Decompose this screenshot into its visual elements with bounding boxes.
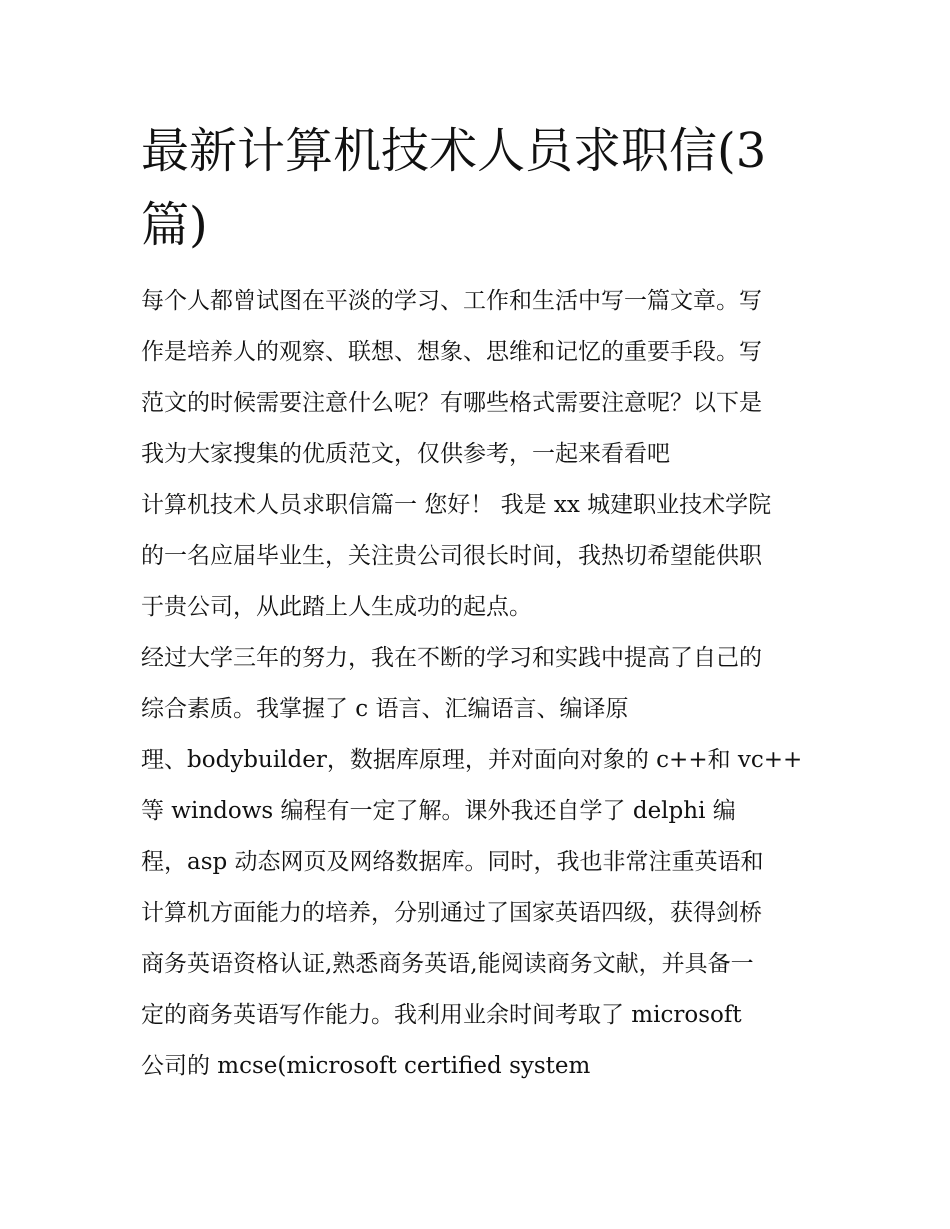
- body-line: 作是培养人的观察、联想、想象、思维和记忆的重要手段。写: [141, 339, 762, 365]
- body-line: 我为大家搜集的优质范文，仅供参考，一起来看看吧: [141, 441, 670, 467]
- body-line: 经过大学三年的努力，我在不断的学习和实践中提高了自己的: [141, 645, 762, 671]
- title-line-2: 篇): [141, 197, 208, 253]
- body-line: 范文的时候需要注意什么呢？有哪些格式需要注意呢？以下是: [141, 390, 762, 416]
- body-line: 的一名应届毕业生，关注贵公司很长时间，我热切希望能供职: [141, 543, 762, 569]
- body-text: [141, 276, 821, 1092]
- page-title: [141, 114, 821, 262]
- body-line: 综合素质。我掌握了 c 语言、汇编语言、编译原: [141, 696, 629, 722]
- body-line: 于贵公司，从此踏上人生成功的起点。: [141, 594, 532, 620]
- body-line: 定的商务英语写作能力。我利用业余时间考取了 microsoft: [141, 1002, 742, 1028]
- body-line: 商务英语资格认证,熟悉商务英语,能阅读商务文献，并具备一: [141, 951, 754, 977]
- body-line: 等 windows 编程有一定了解。课外我还自学了 delphi 编: [141, 798, 736, 824]
- body-line: 计算机技术人员求职信篇一 您好！ 我是 xx 城建职业技术学院: [141, 492, 772, 518]
- body-line: 程，asp 动态网页及网络数据库。同时，我也非常注重英语和: [141, 849, 764, 875]
- body-line: 计算机方面能力的培养，分别通过了国家英语四级，获得剑桥: [141, 900, 762, 926]
- body-line: 公司的 mcse(microsoft certified system: [141, 1053, 591, 1079]
- body-line: 理、bodybuilder，数据库原理，并对面向对象的 c++和 vc++: [141, 747, 803, 773]
- title-line-1: 最新计算机技术人员求职信(3: [141, 123, 767, 179]
- body-line: 每个人都曾试图在平淡的学习、工作和生活中写一篇文章。写: [141, 288, 762, 314]
